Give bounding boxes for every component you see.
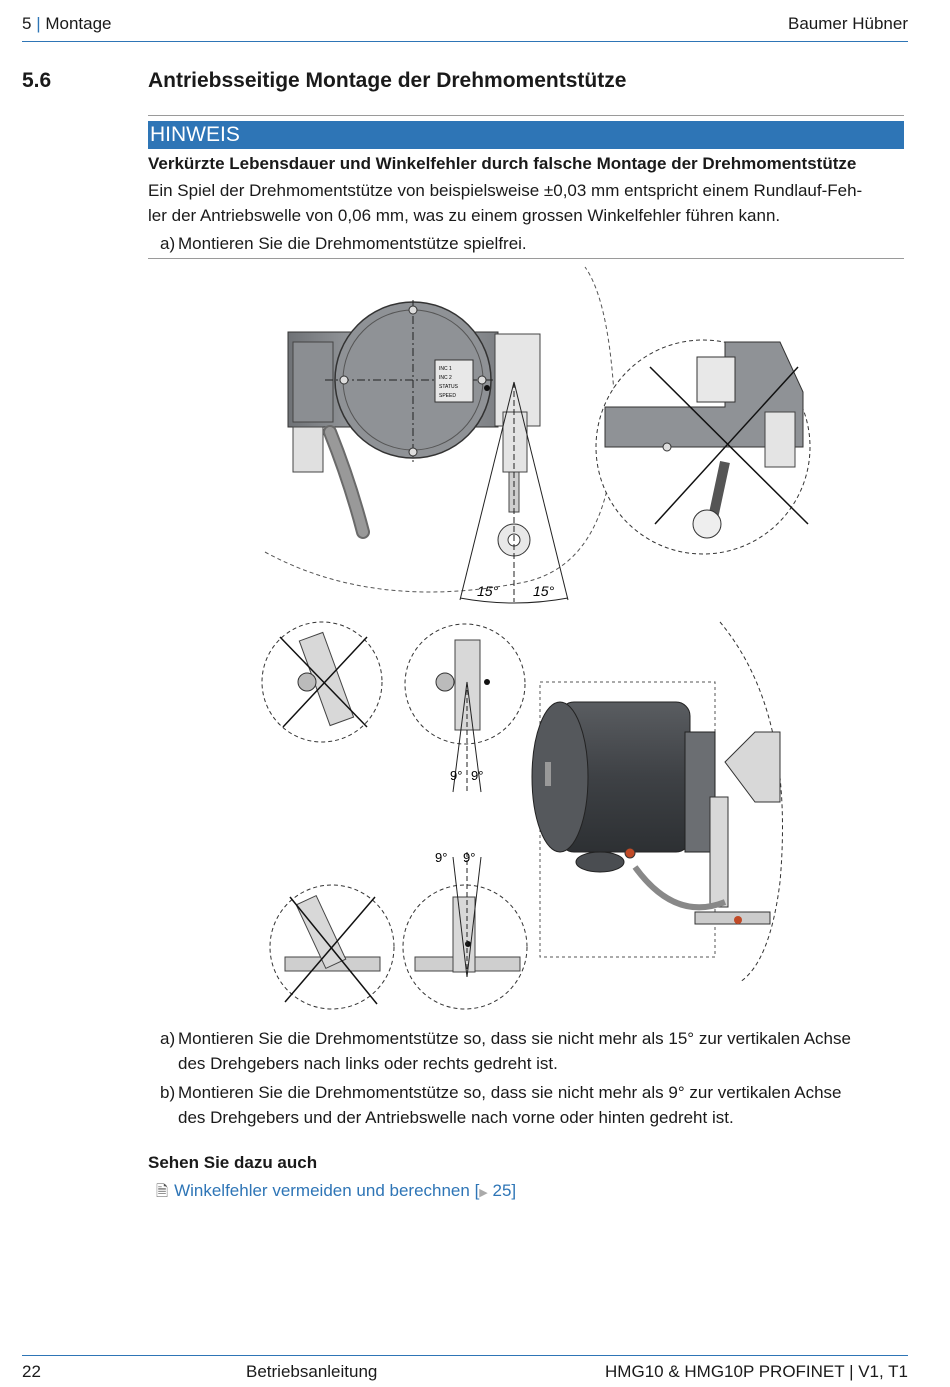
footer-divider bbox=[22, 1355, 908, 1356]
page-number: 22 bbox=[22, 1362, 41, 1381]
detail-wrong-1 bbox=[262, 622, 382, 742]
detail-right-2 bbox=[403, 850, 527, 1009]
angle-label: 15° bbox=[477, 583, 499, 599]
chapter-number: 5 bbox=[22, 14, 32, 33]
notice-label: HINWEIS bbox=[148, 121, 904, 149]
section-number: 5.6 bbox=[22, 69, 52, 92]
notice-top-rule bbox=[148, 115, 904, 116]
document-icon: 🗎 bbox=[156, 1183, 169, 1200]
detail-right-1 bbox=[405, 624, 525, 794]
notice-headline: Verkürzte Lebensdauer und Winkelfehler durch falsche Montage der Drehmomentstütze bbox=[148, 154, 857, 173]
led-label: INC 1 bbox=[439, 366, 452, 372]
instruction-label: b) bbox=[160, 1083, 176, 1102]
top-main-view bbox=[265, 267, 615, 603]
led-label: INC 2 bbox=[439, 375, 452, 381]
see-also-link[interactable] bbox=[156, 1181, 516, 1206]
torque-support-mounting-illustration bbox=[140, 262, 910, 1017]
angle-label: 9° bbox=[463, 850, 476, 865]
led-label: SPEED bbox=[439, 393, 456, 399]
instruction-line: Montieren Sie die Drehmomentstütze so, dass sie nicht mehr als 15° zur vertikalen Achse bbox=[178, 1029, 851, 1048]
step-label: a) bbox=[160, 234, 176, 253]
notice-bottom-rule bbox=[148, 258, 904, 259]
doc-type: Betriebsanleitung bbox=[246, 1362, 378, 1381]
chapter-indicator bbox=[22, 14, 112, 34]
notice-body-line: ler der Antriebswelle von 0,06 mm, was zu einem grossen Winkelfehler führen kann. bbox=[148, 206, 781, 225]
angle-label: 15° bbox=[533, 583, 555, 599]
detail-wrong-2 bbox=[270, 885, 394, 1009]
chapter-separator: | bbox=[36, 14, 41, 33]
see-also-link-page[interactable]: 25] bbox=[487, 1181, 517, 1200]
led-label: STATUS bbox=[439, 384, 458, 390]
angle-label: 9° bbox=[435, 850, 448, 865]
section-title: Antriebsseitige Montage der Drehmomentstütze bbox=[148, 69, 627, 92]
step-text: Montieren Sie die Drehmomentstütze spielfrei. bbox=[178, 234, 527, 253]
chapter-title: Montage bbox=[45, 14, 112, 33]
header-divider bbox=[22, 41, 908, 42]
brand-name: Baumer Hübner bbox=[787, 14, 908, 33]
page-arrow-icon: ▶ bbox=[479, 1187, 488, 1199]
see-also-link-text[interactable]: Winkelfehler vermeiden und berechnen [ bbox=[174, 1181, 480, 1200]
instruction-label: a) bbox=[160, 1029, 176, 1048]
product-name: HMG10 & HMG10P PROFINET | V1, T1 bbox=[605, 1362, 908, 1381]
notice-body-line: Ein Spiel der Drehmomentstütze von beispielsweise ±0,03 mm entspricht einem Rundlauf-Feh- bbox=[148, 181, 863, 200]
see-also-heading: Sehen Sie dazu auch bbox=[148, 1153, 318, 1172]
instruction-line: des Drehgebers und der Antriebswelle nach vorne oder hinten gedreht ist. bbox=[178, 1108, 734, 1127]
instruction-line: Montieren Sie die Drehmomentstütze so, dass sie nicht mehr als 9° zur vertikalen Achse bbox=[178, 1083, 842, 1102]
instruction-text bbox=[178, 1080, 842, 1130]
notice-body bbox=[148, 178, 904, 228]
instruction-text bbox=[178, 1026, 851, 1076]
page-header bbox=[22, 14, 908, 34]
instruction-line: des Drehgebers nach links oder rechts gedreht ist. bbox=[178, 1054, 558, 1073]
angle-label: 9° bbox=[450, 768, 463, 783]
isometric-encoder-view bbox=[532, 622, 783, 982]
top-right-wrong-view bbox=[596, 340, 810, 554]
angle-label: 9° bbox=[471, 768, 484, 783]
